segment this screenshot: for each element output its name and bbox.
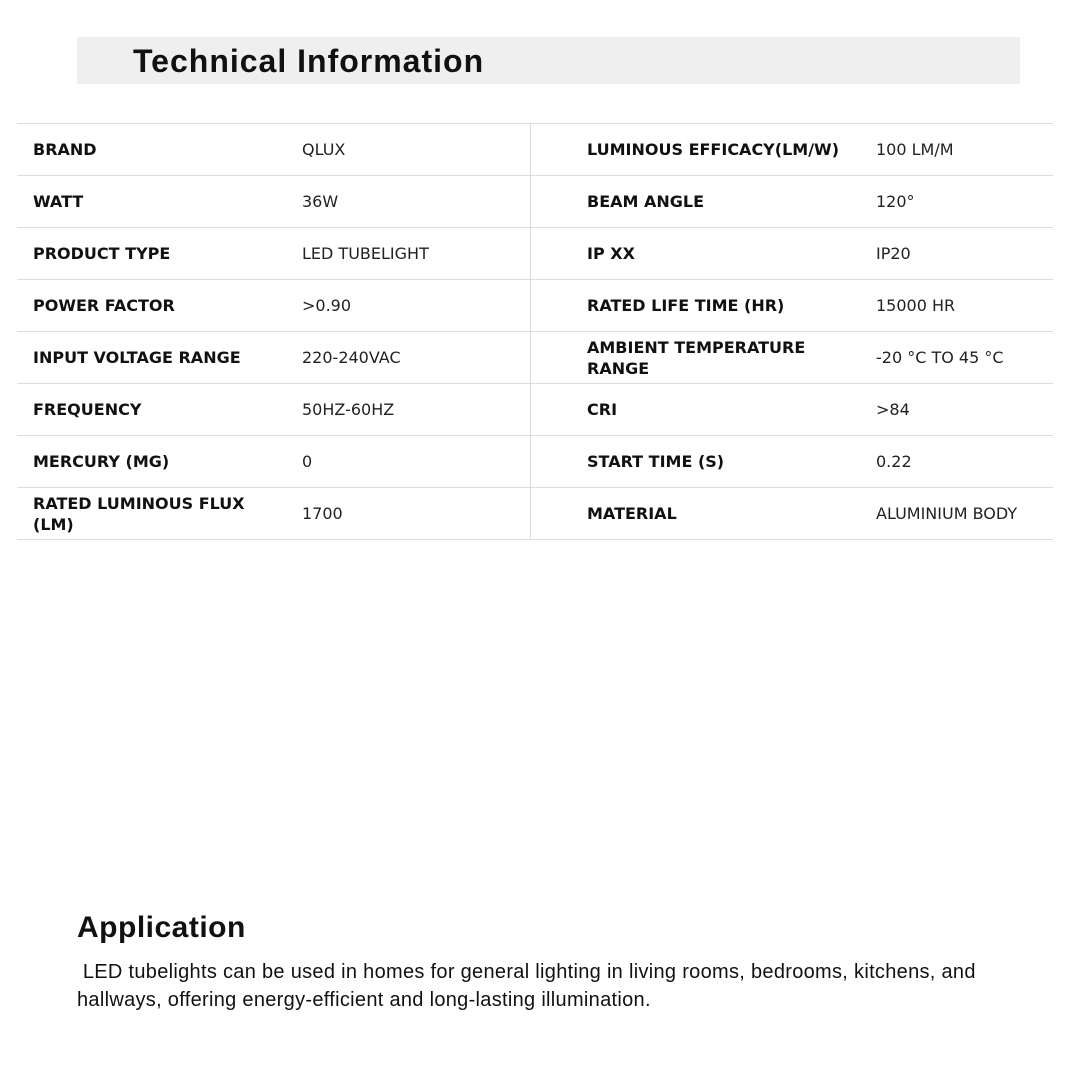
spec-value: 220-240VAC [302, 348, 401, 367]
spec-label: AMBIENT TEMPERATURE RANGE [587, 337, 806, 378]
spec-cell-left [17, 488, 531, 539]
spec-cell-right [531, 384, 1053, 435]
spec-cell-right [531, 332, 1053, 383]
table-row [17, 488, 1053, 540]
spec-value: QLUX [302, 140, 346, 159]
spec-label: POWER FACTOR [33, 296, 175, 315]
spec-value: >84 [876, 400, 910, 419]
spec-label: LUMINOUS EFFICACY(LM/W) [587, 140, 839, 159]
spec-value: LED TUBELIGHT [302, 244, 429, 263]
spec-label: START TIME (S) [587, 452, 725, 471]
spec-cell-right [531, 436, 1053, 487]
spec-cell-left [17, 280, 531, 331]
spec-label: IP XX [587, 244, 635, 263]
table-row [17, 384, 1053, 436]
spec-label: WATT [33, 192, 84, 211]
table-row [17, 124, 1053, 176]
spec-label: BRAND [33, 140, 97, 159]
section-header-technical-information [77, 37, 1020, 84]
spec-cell-right [531, 124, 1053, 175]
spec-value: 100 LM/M [876, 140, 954, 159]
spec-label: MERCURY (MG) [33, 452, 170, 471]
spec-cell-right [531, 488, 1053, 539]
spec-value: 0 [302, 452, 313, 471]
page-title: Technical Information [133, 43, 485, 79]
spec-value: 15000 HR [876, 296, 956, 315]
spec-value: 120° [876, 192, 915, 211]
spec-table [17, 123, 1053, 540]
table-row [17, 436, 1053, 488]
spec-value: IP20 [876, 244, 911, 263]
table-row [17, 332, 1053, 384]
spec-label: BEAM ANGLE [587, 192, 705, 211]
spec-cell-left [17, 124, 531, 175]
application-heading: Application [77, 911, 246, 944]
table-row [17, 280, 1053, 332]
spec-value: 50HZ-60HZ [302, 400, 395, 419]
spec-value: ALUMINIUM BODY [876, 504, 1018, 523]
spec-value: 36W [302, 192, 339, 211]
application-description: LED tubelights can be used in homes for general lighting in living rooms, bedrooms, kitchens, and hallways, offering energy-efficient and long-lasting illumination. [77, 961, 982, 1011]
spec-cell-left [17, 384, 531, 435]
spec-label: INPUT VOLTAGE RANGE [33, 348, 241, 367]
table-row [17, 176, 1053, 228]
spec-cell-right [531, 228, 1053, 279]
spec-label: RATED LUMINOUS FLUX (LM) [33, 493, 245, 534]
spec-value: >0.90 [302, 296, 352, 315]
spec-label: RATED LIFE TIME (HR) [587, 296, 785, 315]
spec-cell-left [17, 436, 531, 487]
spec-value: -20 °C TO 45 °C [876, 348, 1004, 367]
spec-label: FREQUENCY [33, 400, 142, 419]
spec-cell-right [531, 280, 1053, 331]
spec-cell-right [531, 176, 1053, 227]
spec-cell-left [17, 176, 531, 227]
spec-value: 1700 [302, 504, 343, 523]
table-row [17, 228, 1053, 280]
spec-value: 0.22 [876, 452, 912, 471]
spec-cell-left [17, 332, 531, 383]
spec-label: CRI [587, 400, 618, 419]
spec-cell-left [17, 228, 531, 279]
spec-label: PRODUCT TYPE [33, 244, 171, 263]
spec-label: MATERIAL [587, 504, 677, 523]
